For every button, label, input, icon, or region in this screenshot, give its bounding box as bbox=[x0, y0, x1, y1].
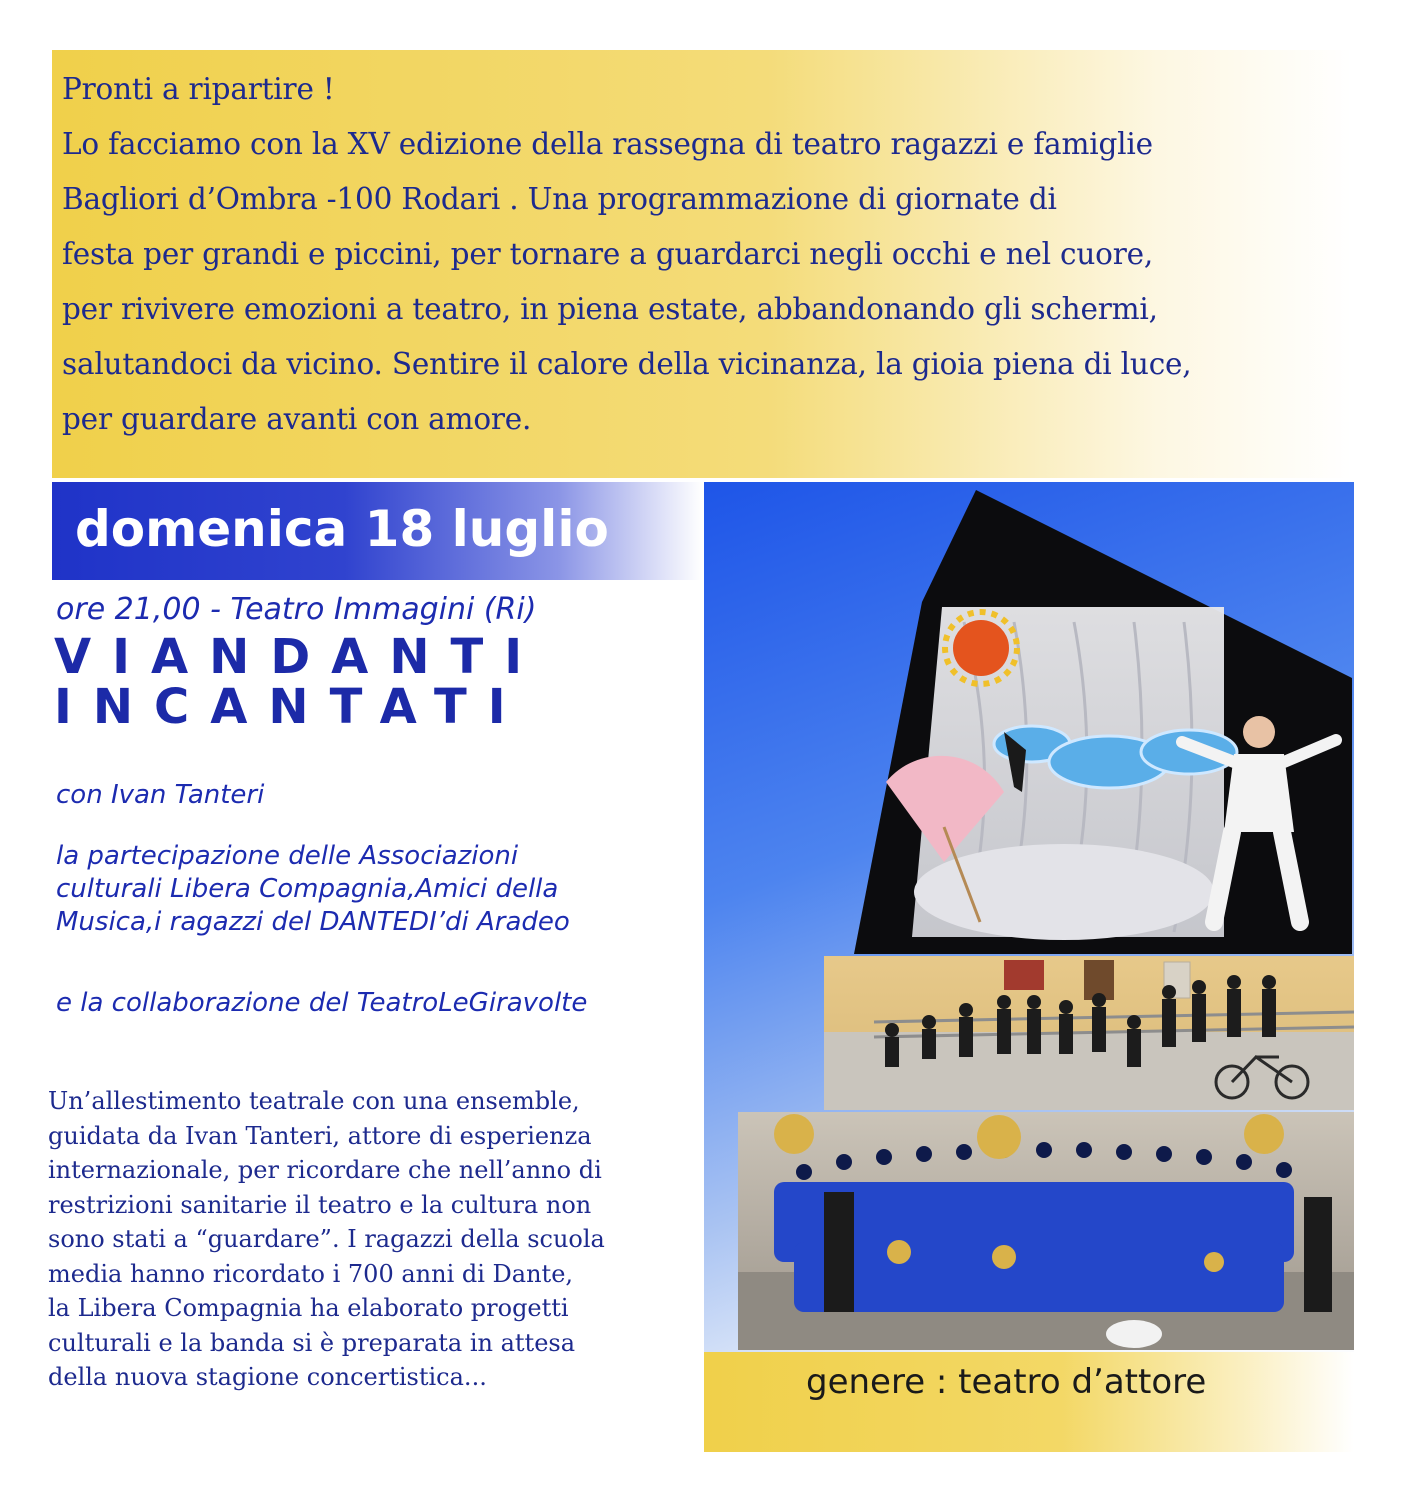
event-title bbox=[54, 629, 544, 735]
intro-line: per guardare avanti con amore. bbox=[62, 402, 532, 436]
intro-line: Bagliori d’Ombra -100 Rodari . Una programmazione di giornate di bbox=[62, 182, 1057, 216]
participation-line: culturali Libera Compagnia,Amici della bbox=[56, 874, 559, 904]
description-line: la Libera Compagnia ha elaborato progetti bbox=[48, 1294, 569, 1322]
participation-line: la partecipazione delle Associazioni bbox=[56, 841, 519, 871]
photo-collage bbox=[704, 482, 1354, 1352]
event-participation bbox=[56, 840, 570, 939]
band-photo bbox=[738, 1112, 1354, 1350]
description-line: sono stati a “guardare”. I ragazzi della scuola bbox=[48, 1225, 605, 1253]
intro-text bbox=[62, 62, 1382, 447]
youth-group-photo bbox=[824, 956, 1354, 1110]
description-line: della nuova stagione concertistica... bbox=[48, 1363, 487, 1391]
description-line: media hanno ricordato i 700 anni di Dante, bbox=[48, 1259, 574, 1288]
description-line: internazionale, per ricordare che nell’anno di bbox=[48, 1156, 602, 1184]
event-genre: genere : teatro d’attore bbox=[806, 1362, 1207, 1402]
description-line: restrizioni sanitarie il teatro e la cultura non bbox=[48, 1190, 592, 1219]
event-performer: con Ivan Tanteri bbox=[56, 780, 265, 810]
intro-line: salutandoci da vicino. Sentire il calore della vicinanza, la gioia piena di luce, bbox=[62, 347, 1192, 381]
intro-line: festa per grandi e piccini, per tornare a guardarci negli occhi e nel cuore, bbox=[62, 237, 1154, 271]
description-line: culturali e la banda si è preparata in attesa bbox=[48, 1328, 576, 1357]
intro-line: Pronti a ripartire ! bbox=[62, 72, 335, 106]
event-collaboration: e la collaborazione del TeatroLeGiravolte bbox=[56, 988, 588, 1018]
event-time-place: ore 21,00 - Teatro Immagini (Ri) bbox=[56, 592, 537, 627]
stage-photo bbox=[854, 490, 1352, 954]
description-line: guidata da Ivan Tanteri, attore di esperienza bbox=[48, 1121, 592, 1150]
event-title-line: VIANDANTI bbox=[54, 629, 544, 685]
event-title-line: INCANTATI bbox=[54, 679, 527, 735]
bass-drum bbox=[1106, 1320, 1162, 1348]
event-description bbox=[48, 1084, 688, 1395]
intro-line: per rivivere emozioni a teatro, in piena estate, abbandonando gli schermi, bbox=[62, 292, 1158, 326]
participation-line: Musica,i ragazzi del DANTEDI’di Aradeo bbox=[56, 907, 570, 937]
description-line: Un’allestimento teatrale con una ensemble, bbox=[48, 1087, 580, 1115]
sun-prop bbox=[953, 620, 1009, 676]
intro-line: Lo facciamo con la XV edizione della rassegna di teatro ragazzi e famiglie bbox=[62, 127, 1153, 161]
event-date: domenica 18 luglio bbox=[75, 500, 609, 558]
